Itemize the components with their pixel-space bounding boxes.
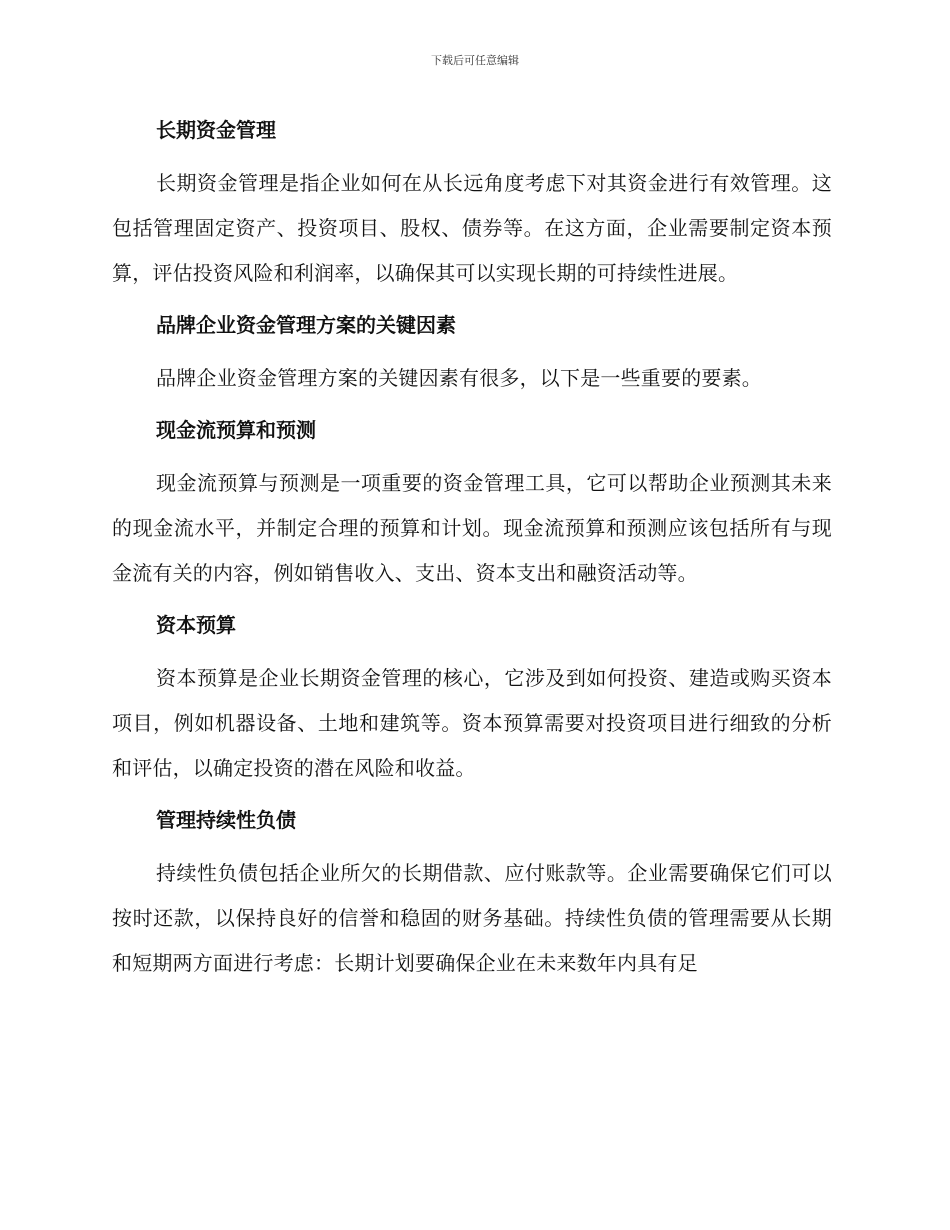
- section-heading-key-factors: 品牌企业资金管理方案的关键因素: [156, 313, 456, 337]
- document-body: [112, 112, 832, 997]
- section-paragraph-capital-budget: 资本预算是企业长期资金管理的核心，它涉及到如何投资、建造或购买资本项目，例如机器设备、土地和建筑等。资本预算需要对投资项目进行细致的分析和评估，以确定投资的潜在风险和收益。: [112, 666, 832, 780]
- section-heading-sustainable-debt: 管理持续性负债: [156, 808, 296, 832]
- section-heading-long-term-funds: 长期资金管理: [156, 118, 276, 142]
- section-paragraph-key-factors: 品牌企业资金管理方案的关键因素有很多，以下是一些重要的要素。: [156, 366, 762, 390]
- section-paragraph-cash-flow: 现金流预算与预测是一项重要的资金管理工具，它可以帮助企业预测其未来的现金流水平，并制定合理的预算和计划。现金流预算和预测应该包括所有与现金流有关的内容，例如销售收入、支出、资本支出和融资活动等。: [112, 471, 832, 585]
- page-header: 下载后可任意编辑: [431, 54, 519, 67]
- section-heading-capital-budget: 资本预算: [156, 613, 236, 637]
- section-paragraph-sustainable-debt: 持续性负债包括企业所欠的长期借款、应付账款等。企业需要确保它们可以按时还款，以保持良好的信誉和稳固的财务基础。持续性负债的管理需要从长期和短期两方面进行考虑：长期计划要确保企业在未来数年内具有足: [112, 861, 832, 975]
- section-heading-cash-flow: 现金流预算和预测: [156, 418, 316, 442]
- section-paragraph-long-term-funds: 长期资金管理是指企业如何在从长远角度考虑下对其资金进行有效管理。这包括管理固定资产、投资项目、股权、债券等。在这方面，企业需要制定资本预算，评估投资风险和利润率，以确保其可以实现长期的可持续性进展。: [112, 171, 832, 285]
